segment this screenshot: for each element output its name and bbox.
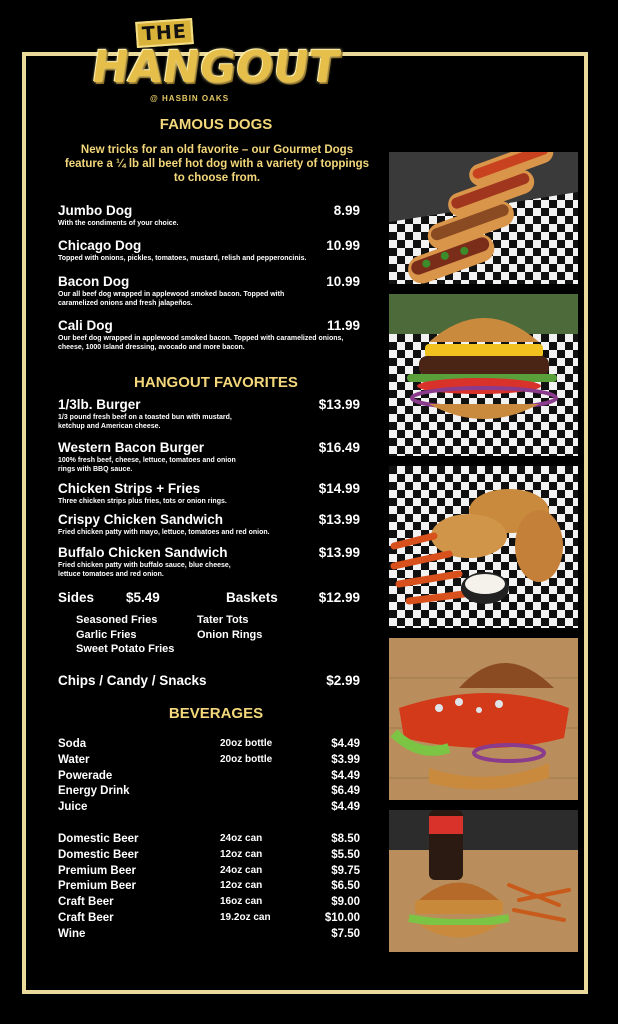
baskets-label: Baskets	[226, 590, 278, 605]
drink-price: $4.49	[331, 770, 360, 782]
beer-row	[58, 865, 360, 880]
chicken-strips-photo	[389, 466, 578, 628]
beer-name: Craft Beer	[58, 896, 114, 908]
side-item: Onion Rings	[197, 629, 263, 641]
beer-row	[58, 912, 360, 927]
drink-name: Powerade	[58, 770, 113, 782]
beer-size: 16oz can	[220, 896, 263, 907]
beer-name: Premium Beer	[58, 880, 136, 892]
drink-price: $4.49	[331, 801, 360, 813]
beer-row	[58, 833, 360, 848]
beer-name: Premium Beer	[58, 865, 136, 877]
drink-name: Juice	[58, 801, 88, 813]
beer-row	[58, 928, 360, 943]
item-desc: Our all beef dog wrapped in applewood smoked bacon. Topped with caramelized onions and fresh jalapeños.	[58, 291, 285, 307]
drink-name: Water	[58, 754, 90, 766]
beer-name: Domestic Beer	[58, 849, 139, 861]
item-desc: Fried chicken patty with buffalo sauce, blue cheese, lettuce tomatoes and red onion.	[58, 562, 231, 578]
item-price: $13.99	[318, 512, 360, 527]
beverages-heading: BEVERAGES	[168, 705, 264, 722]
item-price: $14.99	[318, 481, 360, 496]
item-price: 10.99	[326, 274, 360, 289]
menu-item	[58, 397, 360, 431]
item-desc: Fried chicken patty with mayo, lettuce, tomatoes and red onion.	[58, 529, 270, 536]
item-price: $16.49	[318, 440, 360, 455]
beer-name: Craft Beer	[58, 912, 114, 924]
drink-row	[58, 801, 360, 816]
burger-photo	[389, 294, 578, 456]
menu-item	[58, 318, 360, 352]
item-desc: With the condiments of your choice.	[58, 220, 179, 227]
item-price: $13.99	[318, 545, 360, 560]
drink-price: $3.99	[331, 754, 360, 766]
beer-row	[58, 880, 360, 895]
item-price: $13.99	[318, 397, 360, 412]
item-price: 8.99	[333, 203, 360, 218]
drink-name: Soda	[58, 738, 87, 750]
item-desc: 1/3 pound fresh beef on a toasted bun with mustard, ketchup and American cheese.	[58, 414, 232, 430]
menu-item	[58, 512, 360, 537]
item-price: 10.99	[326, 238, 360, 253]
item-name: Buffalo Chicken Sandwich	[58, 545, 228, 560]
famous-dogs-intro: New tricks for an old favorite – our Gourmet Dogs feature a ¼ lb all beef hot dog with a variety of toppings to choose from.	[64, 144, 370, 184]
beer-row	[58, 849, 360, 864]
beer-price: $6.50	[331, 880, 360, 892]
drink-price: $6.49	[331, 785, 360, 797]
drink-row	[58, 785, 360, 800]
item-name: Jumbo Dog	[58, 203, 133, 218]
logo-sub: @ HASBIN OAKS	[150, 94, 230, 103]
drink-size: 20oz bottle	[220, 738, 273, 749]
item-name: 1/3lb. Burger	[58, 397, 141, 412]
item-desc: Our beef dog wrapped in applewood smoked bacon. Topped with caramelized onions, cheese, 1000 Island dressing, avocado and more bacon.	[58, 335, 344, 351]
beer-price: $9.75	[331, 865, 360, 877]
beer-size: 12oz can	[220, 849, 263, 860]
side-item: Seasoned Fries	[76, 614, 158, 626]
beer-price: $5.50	[331, 849, 360, 861]
favorites-heading: HANGOUT FAVORITES	[134, 374, 298, 391]
hot-dogs-photo	[389, 152, 578, 284]
beer-row	[58, 896, 360, 911]
drink-row	[58, 754, 360, 769]
item-name: Crispy Chicken Sandwich	[58, 512, 224, 527]
famous-dogs-heading: FAMOUS DOGS	[159, 116, 273, 133]
beer-price: $8.50	[331, 833, 360, 845]
item-name: Bacon Dog	[58, 274, 130, 289]
item-name: Cali Dog	[58, 318, 113, 333]
sides-price: $5.49	[126, 590, 160, 605]
beer-price: $7.50	[331, 928, 360, 940]
side-item: Sweet Potato Fries	[76, 643, 175, 655]
buffalo-chicken-photo	[389, 638, 578, 800]
drink-row	[58, 770, 360, 785]
item-name: Chicken Strips + Fries	[58, 481, 201, 496]
item-desc: 100% fresh beef, cheese, lettuce, tomatoes and onion rings with BBQ sauce.	[58, 457, 236, 473]
beer-size: 24oz can	[220, 865, 263, 876]
beer-price: $10.00	[324, 912, 360, 924]
drink-name: Energy Drink	[58, 785, 130, 797]
drink-row	[58, 738, 360, 753]
chips-label: Chips / Candy / Snacks	[58, 673, 207, 688]
menu-item	[58, 274, 360, 308]
beer-name: Domestic Beer	[58, 833, 139, 845]
menu-item	[58, 545, 360, 579]
beer-size: 24oz can	[220, 833, 263, 844]
menu-item	[58, 203, 360, 228]
item-price: 11.99	[326, 318, 360, 333]
drink-price: $4.49	[331, 738, 360, 750]
logo-main: HANGOUT	[88, 42, 343, 93]
menu-item	[58, 440, 360, 474]
beer-size: 19.2oz can	[220, 912, 271, 923]
menu-item	[58, 238, 360, 263]
item-name: Chicago Dog	[58, 238, 142, 253]
beer-price: $9.00	[331, 896, 360, 908]
baskets-price: $12.99	[318, 590, 360, 605]
item-desc: Topped with onions, pickles, tomatoes, mustard, relish and pepperoncinis.	[58, 255, 307, 262]
side-item: Tater Tots	[197, 614, 249, 626]
item-name: Western Bacon Burger	[58, 440, 205, 455]
menu-item	[58, 481, 360, 506]
beer-size: 12oz can	[220, 880, 263, 891]
logo-the: THE	[135, 18, 194, 48]
beer-name: Wine	[58, 928, 86, 940]
hangout-logo	[88, 16, 343, 103]
side-item: Garlic Fries	[76, 629, 137, 641]
item-desc: Three chicken strips plus fries, tots or onion rings.	[58, 498, 227, 505]
drink-size: 20oz bottle	[220, 754, 273, 765]
sides-label: Sides	[58, 590, 95, 605]
crispy-chicken-photo	[389, 810, 578, 952]
chips-price: $2.99	[326, 673, 360, 688]
